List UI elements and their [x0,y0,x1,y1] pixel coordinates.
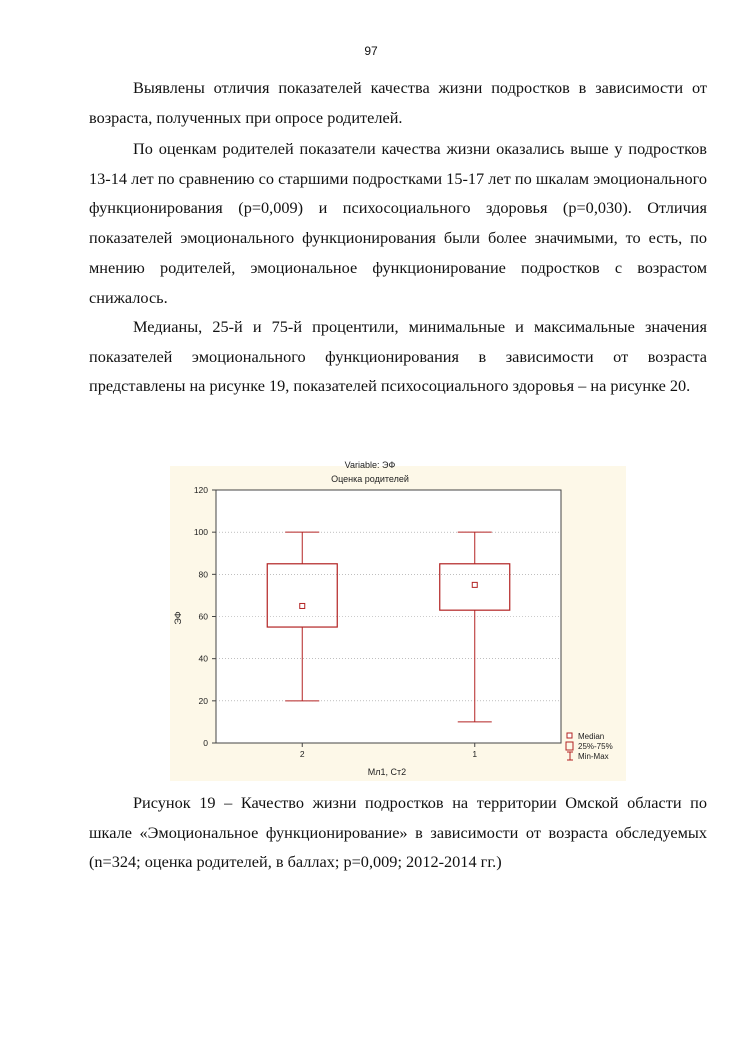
figure-caption [89,788,707,877]
x-axis-label: Мл1, Ст2 [367,767,407,777]
y-tick-label: 80 [198,569,208,580]
paragraph-text: Медианы, 25-й и 75-й процентили, минимальные и максимальные значения показателей эмоционального функционирования в зависимости от возраста представлены на рисунке 19, показателей психосоциального здоровья – на рисунке 20. [89,317,707,396]
paragraph-text: По оценкам родителей показатели качества жизни оказались выше у подростков 13-14 лет по сравнению со старшими подростками 15-17 лет по шкалам эмоционального функционирования (р=0,009) и психосоциального здоровья (р=0,030). Отличия показателей эмоционального функционирования были более значимыми, то есть, по мнению родителей, эмоциональное функционирование подростков с возрастом снижалось. [89,139,707,307]
legend-box-icon [566,742,573,750]
legend-label: Median [578,732,605,741]
paragraph-text: Выявлены отличия показателей качества жизни подростков в зависимости от возраста, полученных при опросе родителей. [89,78,707,127]
legend-label: 25%-75% [578,742,613,751]
x-tick-label: 2 [299,749,305,759]
chart-title: Оценка родителей [331,474,409,484]
paragraph-1 [89,73,707,132]
legend-median-icon [567,733,572,738]
page-number: 97 [364,44,378,58]
y-tick-label: 20 [198,695,208,706]
median-marker [300,603,305,608]
legend-minmax-icon [567,752,573,760]
y-tick-label: 0 [203,738,208,748]
legend-label: Min-Max [578,752,609,761]
y-tick-label: 60 [198,611,208,622]
y-tick-label: 120 [193,485,208,495]
boxplot-chart [170,460,626,781]
y-axis-label: ЭФ [173,611,183,625]
figure-boxplot [170,460,626,781]
y-tick-label: 100 [193,527,208,538]
plot-area [194,485,561,759]
chart-legend [566,732,613,761]
y-tick-label: 40 [198,653,208,664]
chart-title-partial: Variable: ЭФ [344,460,396,470]
x-tick-label: 1 [472,749,478,759]
caption-text: Рисунок 19 – Качество жизни подростков на территории Омской области по шкале «Эмоциональное функционирование» в зависимости от возраста обследуемых (n=324; оценка родителей, в баллах; р=0,009; 2012-2014 гг.) [89,793,707,872]
median-marker [472,582,477,587]
paragraph-3 [89,312,707,401]
paragraph-2 [89,134,707,312]
